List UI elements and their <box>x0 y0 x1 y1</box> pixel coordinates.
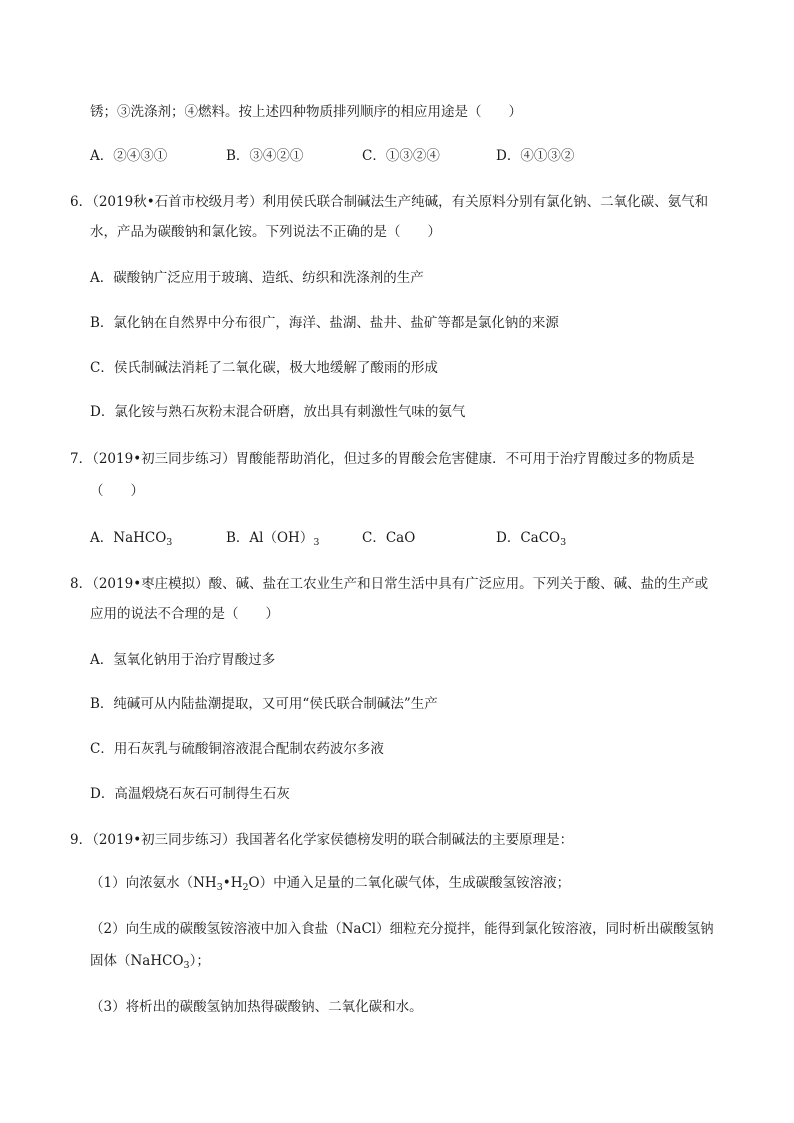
q6-stem-line2: 水，产品为碳酸钠和氯化铵。下列说法不正确的是（ ） <box>90 224 441 240</box>
step-text: （1）向浓氨水（NH <box>90 875 217 891</box>
formula-subscript: 3 <box>313 537 320 548</box>
q8-option-d[interactable]: D．高温煅烧石灰石可制得生石灰 <box>90 786 290 802</box>
formula-subscript: 3 <box>560 537 567 548</box>
q5-option-a[interactable] <box>90 146 167 166</box>
q5-option-c[interactable] <box>362 146 440 166</box>
q5-option-d[interactable] <box>496 146 574 166</box>
formula-subscript: 3 <box>216 882 223 893</box>
step-text: O）中通入足量的二氧化碳气体，生成碳酸氢铵溶液； <box>248 875 571 891</box>
q8-stem-line2: 应用的说法不合理的是（ ） <box>90 606 279 622</box>
option-label: C． <box>362 530 386 546</box>
option-label: D． <box>496 148 521 164</box>
q9-step2-line2 <box>90 951 210 976</box>
option-label: A． <box>90 148 114 164</box>
option-label: D． <box>496 530 521 546</box>
q9-step2-line1: （2）向生成的碳酸氢铵溶液中加入食盐（NaCl）细粒充分搅拌，能得到氯化铵溶液，同时析出碳酸氢钠 <box>90 921 714 937</box>
q8-option-b[interactable]: B．纯碱可从内陆盐潮提取，又可用“侯氏联合制碱法”生产 <box>90 696 438 712</box>
q8-option-a[interactable]: A．氢氧化钠用于治疗胃酸过多 <box>90 652 276 668</box>
formula: NaHCO <box>113 530 167 546</box>
option-text: ①③②④ <box>385 148 440 164</box>
q7-option-a[interactable] <box>90 528 172 553</box>
formula-subscript: 3 <box>183 960 190 971</box>
q5-option-b[interactable] <box>226 146 303 166</box>
formula-subscript: 3 <box>166 537 173 548</box>
q9-stem: 9．（2019•初三同步练习）我国著名化学家侯德榜发明的联合制碱法的主要原理是： <box>70 832 574 848</box>
option-label: C． <box>362 148 386 164</box>
option-text: ③④②① <box>249 148 304 164</box>
formula: CaCO <box>520 530 561 546</box>
option-label: B． <box>226 530 250 546</box>
step-text: ）； <box>189 953 210 969</box>
q6-option-a[interactable]: A．碳酸钠广泛应用于玻璃、造纸、纺织和洗涤剂的生产 <box>90 270 424 286</box>
q5-tail-text: 锈；③洗涤剂；④燃料。按上述四种物质排列顺序的相应用途是（ ） <box>90 104 522 120</box>
option-label: A． <box>90 530 114 546</box>
q7-option-b[interactable] <box>226 528 319 553</box>
q6-option-b[interactable]: B．氯化钠在自然界中分布很广，海洋、盐湖、盐井、盐矿等都是氯化钠的来源 <box>90 315 559 331</box>
q7-stem-line1: 7．（2019•初三同步练习）胃酸能帮助消化，但过多的胃酸会危害健康．不可用于治疗胃酸过多的物质是 <box>70 451 695 467</box>
option-label: B． <box>226 148 250 164</box>
step-text: 固体（NaHCO <box>90 953 184 969</box>
step-text: •H <box>222 875 243 891</box>
q7-stem-line2: （ ） <box>90 483 144 499</box>
q9-step3: （3）将析出的碳酸氢钠加热得碳酸钠、二氧化碳和水。 <box>90 999 423 1015</box>
q9-step1 <box>90 873 570 898</box>
q6-option-c[interactable]: C．侯氏制碱法消耗了二氧化碳，极大地缓解了酸雨的形成 <box>90 360 438 376</box>
q8-stem-line1: 8．（2019•枣庄模拟）酸、碱、盐在工农业生产和日常生活中具有广泛应用。下列关于酸、碱、盐的生产或 <box>70 576 709 592</box>
q6-option-d[interactable]: D．氯化铵与熟石灰粉末混合研磨，放出具有刺激性气味的氨气 <box>90 404 466 420</box>
formula: CaO <box>385 530 416 546</box>
formula-subscript: 2 <box>242 882 249 893</box>
q7-option-d[interactable] <box>496 528 566 553</box>
q7-option-c[interactable] <box>362 528 415 548</box>
formula: Al（OH） <box>249 530 314 546</box>
q8-option-c[interactable]: C．用石灰乳与硫酸铜溶液混合配制农药波尔多液 <box>90 741 384 757</box>
q6-stem-line1: 6．（2019秋•石首市校级月考）利用侯氏联合制碱法生产纯碱，有关原料分别有氯化钠、二氧化碳、氨气和 <box>70 194 709 210</box>
option-text: ④①③② <box>520 148 575 164</box>
option-text: ②④③① <box>113 148 168 164</box>
